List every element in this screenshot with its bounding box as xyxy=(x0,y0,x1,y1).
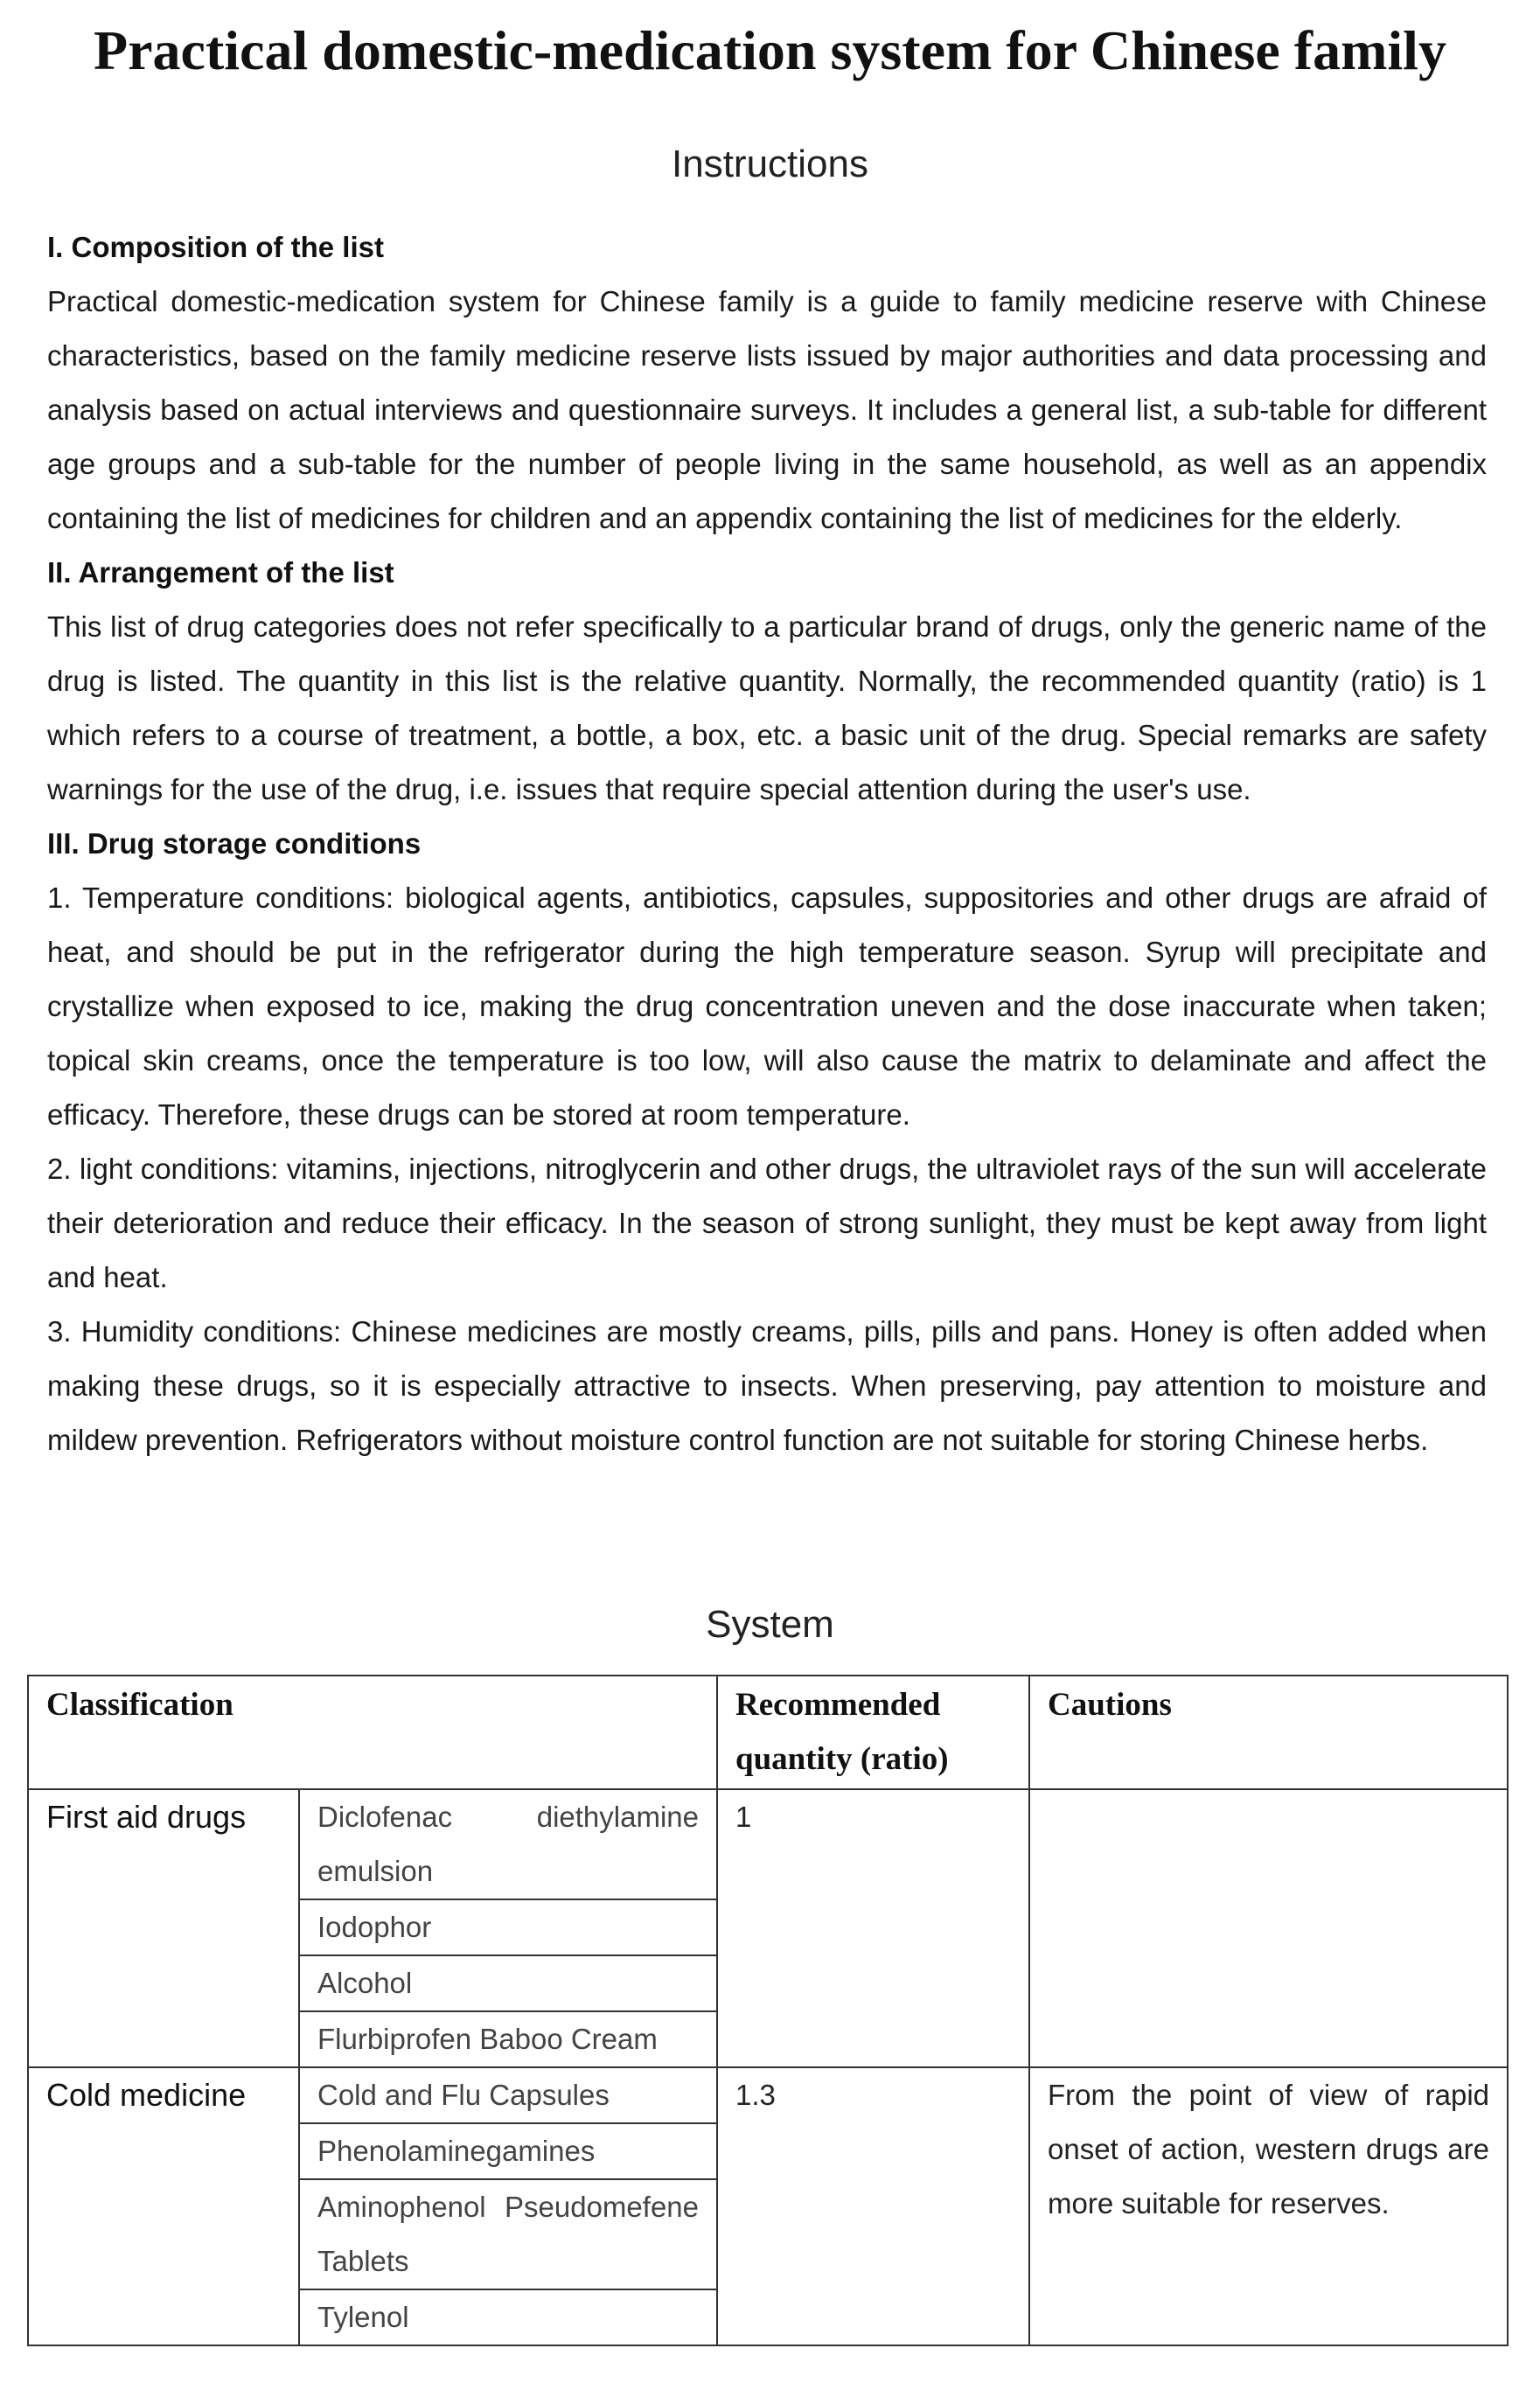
system-heading: System xyxy=(706,1603,834,1646)
drug-cell: Cold and Flu Capsules xyxy=(299,2067,717,2123)
paragraph-composition: Practical domestic-medication system for Chinese family is a guide to family medicine reserve with Chinese characteristics, based on the family medicine reserve lists issued by major authorities and data processing and analysis based on actual interviews and questionnaire surveys. It includes a general list, a sub-table for different age groups and a sub-table for the number of people living in the same household, as well as an appendix containing the list of medicines for children and an appendix containing the list of medicines for the elderly. xyxy=(47,285,1487,534)
paragraph-arrangement: This list of drug categories does not refer specifically to a particular brand of drugs, only the generic name of the drug is listed. The quantity in this list is the relative quantity. Normally, the recommended quantity (ratio) is 1 which refers to a course of treatment, a bottle, a box, etc. a basic unit of the drug. Special remarks are safety warnings for the use of the drug, i.e. issues that require special attention during the user's use. xyxy=(47,610,1487,805)
table-header-row xyxy=(28,1676,1508,1789)
drug-cell: Alcohol xyxy=(299,1955,717,2011)
section-heading-storage: III. Drug storage conditions xyxy=(47,827,422,860)
section-heading-arrangement: II. Arrangement of the list xyxy=(47,556,394,589)
section-heading-composition: I. Composition of the list xyxy=(47,231,384,263)
document-title: Practical domestic-medication system for Chinese family xyxy=(94,19,1446,81)
cautions-cell xyxy=(1029,1789,1508,2067)
paragraph-light: 2. light conditions: vitamins, injections, nitroglycerin and other drugs, the ultraviolet rays of the sun will accelerate their deterioration and reduce their efficacy. In the season of strong sunlight, they must be kept away from light and heat. xyxy=(47,1153,1487,1293)
drug-cell: Tylenol xyxy=(299,2289,717,2345)
drug-cell: Flurbiprofen Baboo Cream xyxy=(299,2011,717,2067)
paragraph-temperature: 1. Temperature conditions: biological agents, antibiotics, capsules, suppositories and other drugs are afraid of heat, and should be put in the refrigerator during the high temperature season. Syrup will precipitate and crystallize when exposed to ice, making the drug concentration uneven and the dose inaccurate when taken; topical skin creams, once the temperature is too low, will also cause the matrix to delaminate and affect the efficacy. Therefore, these drugs can be stored at room temperature. xyxy=(47,881,1487,1131)
quantity-cell: 1 xyxy=(717,1789,1029,2067)
header-classification: Classification xyxy=(28,1676,717,1789)
category-cell: Cold medicine xyxy=(28,2067,299,2345)
drug-cell: Diclofenac diethylamine emulsion xyxy=(299,1789,717,1899)
cautions-cell: From the point of view of rapid onset of action, western drugs are more suitable for reserves. xyxy=(1029,2067,1508,2345)
header-quantity: Recommended quantity (ratio) xyxy=(717,1676,1029,1789)
drug-cell: Phenolaminegamines xyxy=(299,2123,717,2179)
instructions-body xyxy=(47,220,1487,1467)
instructions-heading: Instructions xyxy=(672,143,868,185)
drug-cell: Iodophor xyxy=(299,1899,717,1955)
header-cautions: Cautions xyxy=(1029,1676,1508,1789)
category-cell: First aid drugs xyxy=(28,1789,299,2067)
table-row xyxy=(28,1789,1508,1899)
drug-cell: Aminophenol Pseudomefene Tablets xyxy=(299,2179,717,2289)
system-table xyxy=(27,1675,1509,2346)
table-row xyxy=(28,2067,1508,2123)
quantity-cell: 1.3 xyxy=(717,2067,1029,2345)
paragraph-humidity: 3. Humidity conditions: Chinese medicines are mostly creams, pills, pills and pans. Honey is often added when making these drugs, so it is especially attractive to insects. When preserving, pay attention to moisture and mildew prevention. Refrigerators without moisture control function are not suitable for storing Chinese herbs. xyxy=(47,1315,1487,1456)
